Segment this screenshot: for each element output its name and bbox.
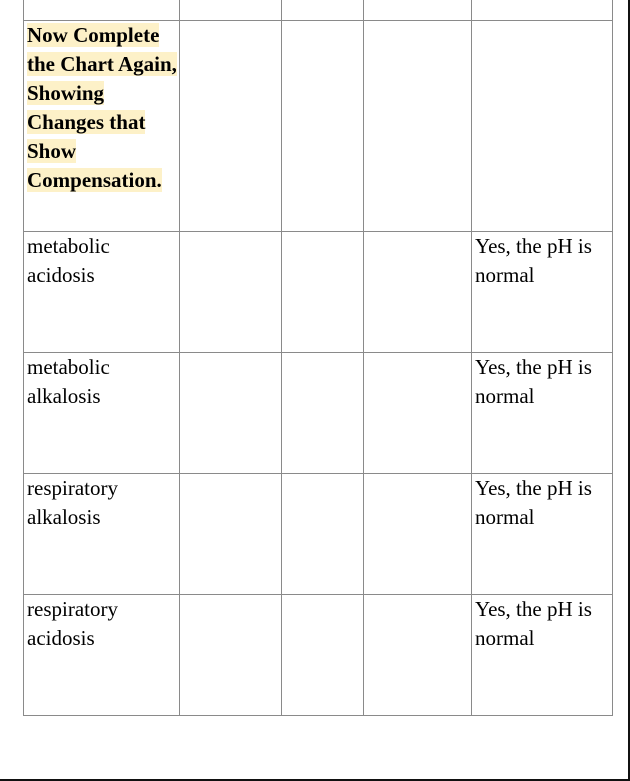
table-cell — [24, 0, 180, 21]
condition-cell: respiratory alkalosis — [24, 474, 180, 595]
table-cell — [364, 595, 472, 716]
table-row — [24, 353, 613, 474]
table-cell — [282, 0, 364, 21]
table-cell — [472, 0, 613, 21]
table-cell — [282, 232, 364, 353]
condition-cell: respiratory acidosis — [24, 595, 180, 716]
table-cell — [364, 232, 472, 353]
ph-note-cell: Yes, the pH is normal — [472, 595, 613, 716]
table-cell — [282, 353, 364, 474]
table-row-heading — [24, 21, 613, 232]
table-cell — [472, 21, 613, 232]
condition-cell: metabolic acidosis — [24, 232, 180, 353]
table-cell — [364, 353, 472, 474]
ph-note-cell: Yes, the pH is normal — [472, 232, 613, 353]
table-cell — [180, 232, 282, 353]
table-cell — [364, 21, 472, 232]
table-cell — [180, 21, 282, 232]
instruction-text: Now Complete the Chart Again, Showing Changes that Show Compensation. — [27, 23, 177, 192]
table-row-top — [24, 0, 613, 21]
table-row — [24, 474, 613, 595]
table-cell — [180, 0, 282, 21]
table-row — [24, 595, 613, 716]
instruction-cell — [24, 21, 180, 232]
table-cell — [180, 595, 282, 716]
table-row — [24, 232, 613, 353]
table-cell — [364, 0, 472, 21]
ph-note-cell: Yes, the pH is normal — [472, 474, 613, 595]
table-cell — [282, 21, 364, 232]
table-cell — [282, 474, 364, 595]
table-cell — [180, 474, 282, 595]
condition-cell: metabolic alkalosis — [24, 353, 180, 474]
ph-note-cell: Yes, the pH is normal — [472, 353, 613, 474]
table-cell — [180, 353, 282, 474]
table-cell — [282, 595, 364, 716]
compensation-chart — [23, 0, 613, 716]
table-cell — [364, 474, 472, 595]
